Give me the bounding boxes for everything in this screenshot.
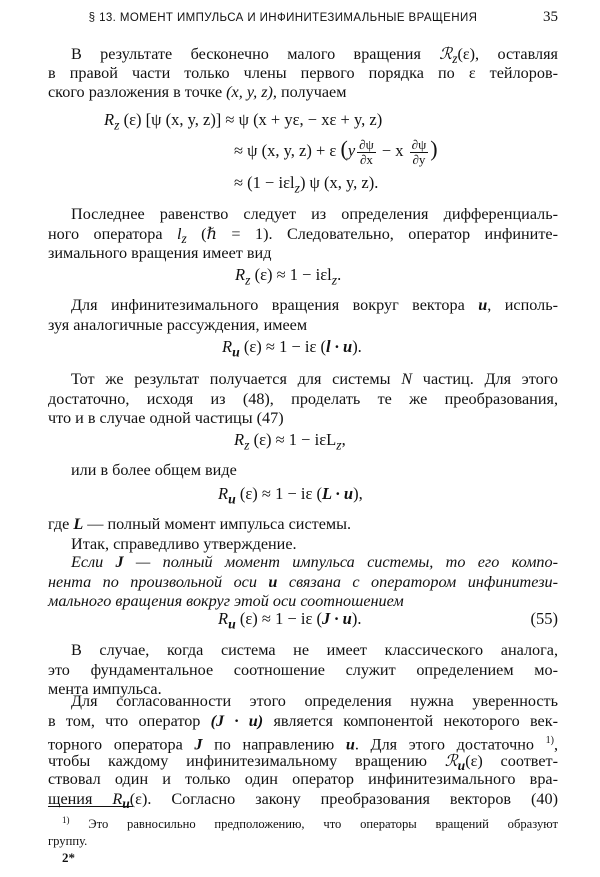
page-number: 35 [543,9,558,25]
equation-number: (55) [530,609,558,628]
signature-mark: 2* [62,850,75,865]
equation-1-row-1: $R_z$ (ε) [ψ (x, y, z)] ≈ ψ (x + yε, − xε + y, z) [104,110,383,133]
equation-5: $R_u$ (ε) ≈ 1 − iε (L · u), [218,484,363,507]
p1-line-1: В результате бесконечно малого вращения ℛ$_z$(ε), оставляя [71,44,558,67]
paragraph-8 [48,692,558,810]
footnote-rule [48,806,133,807]
equation-2: $R_z$ (ε) ≈ 1 − iεl$_z$. [235,265,342,288]
footnote-line-2: группу. [48,834,88,849]
fraction-1: $\frac{\partial\psi}{\partial x}$ [359,136,374,167]
p2-line-3: зимального вращения имеет вид [48,244,272,263]
equation-1-row-2: ≈ ψ (x, y, z) + ε (y $\frac{\partial\psi}{\partial x}$ − x $\frac{\partial\psi}{\partial y}$ ) [234,136,438,167]
footnote [48,812,558,850]
p6-line-1: где L — полный момент импульса системы. [48,515,352,533]
theorem-line-2: нента по произвольной оси u связана с оператором инфинитези- [48,572,559,591]
p5-line-1: или в более общем виде [71,461,237,479]
p8-line-5: ствовал один и только один оператор инфинитезимального вра- [48,770,558,789]
footnote-line-1: $^{1)}$ Это равносильно предположению, что операторы вращений образуют [62,815,558,832]
p7-line-2: это фундаментальное соотношение служит определением мо- [48,660,558,679]
paragraph-6 [48,515,558,554]
p7-line-1: В случае, когда система не имеет классического аналога, [71,641,558,659]
p4-line-2: достаточно, исходя из (48), проделать те же преобразования, [48,389,558,408]
theorem-line-1: Если J — полный момент импульса системы, то его компо- [71,553,558,571]
fraction-2: $\frac{\partial\psi}{\partial y}$ [411,136,427,167]
p8-line-4: чтобы каждому инфинитезимальному вращению ℛ$_u$(ε) соответ- [48,750,558,774]
p4-line-1: Тот же результат получается для системы N частиц. Для этого [71,370,558,388]
equation-6: $R_u$ (ε) ≈ 1 − iε (J · u). [218,609,362,632]
equation-4: $R_z$ (ε) ≈ 1 − iεL$_z$, [234,430,346,453]
p3-line-2: зуя аналогичные рассуждения, имеем [48,315,308,334]
p2-line-2: ного оператора $l_z$ (ℏ = 1). Следовательно, оператор инфините- [48,224,558,246]
paragraph-5 [48,461,558,481]
paragraph-7 [48,641,558,700]
p8-line-1: Для согласованности этого определения нужна уверенность [71,692,558,710]
p8-line-2: в том, что оператор (J · u) является компонентой некоторого век- [48,711,558,730]
p1-line-2: в правой части только члены первого порядка по ε тейлоров- [48,63,558,82]
paragraph-4 [48,370,558,429]
p7-line-3: мента импульса. [48,680,162,699]
header-title: § 13. МОМЕНТ ИМПУЛЬСА И ИНФИНИТЕЗИМАЛЬНЫЕ ВРАЩЕНИЯ [88,12,478,24]
p6-line-2: Итак, справедливо утверждение. [71,534,297,553]
p4-line-3: что и в случае одной частицы (47) [48,409,284,428]
paragraph-1 [48,44,558,103]
p1-line-3: ского разложения в точке (x, y, z), получаем [48,83,347,102]
theorem [48,553,558,612]
p8-line-3: торного оператора J по направлению u. Для этого достаточно $^{1)}$, [48,735,558,754]
theorem-line-3: мального вращения вокруг этой оси соотношением [48,592,404,611]
p3-line-1: Для инфинитезимального вращения вокруг вектора u, исполь- [71,296,558,314]
equation-1-row-3: ≈ (1 − iεl$_z$) ψ (x, y, z). [234,173,379,196]
p8-line-6: щения $R_u(\varepsilon)$. Согласно закону преобразования векторов (40) [48,789,558,812]
paragraph-2 [48,205,558,264]
p2-line-1: Последнее равенство следует из определения дифференциаль- [71,205,558,223]
paragraph-3 [48,296,558,335]
equation-3: $R_u$ (ε) ≈ 1 − iε (l · u). [222,337,362,360]
running-header [48,9,558,29]
